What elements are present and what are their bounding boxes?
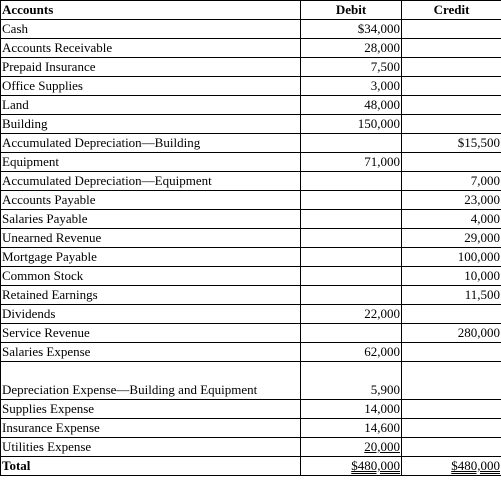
credit-amount: 11,500 [402, 286, 501, 305]
account-name: Accounts Payable [1, 191, 301, 210]
debit-amount [301, 210, 402, 229]
account-name: Insurance Expense [1, 419, 301, 438]
total-credit-amount: $480,000 [451, 458, 500, 473]
credit-amount [402, 400, 501, 419]
debit-amount [301, 229, 402, 248]
table-row [1, 115, 501, 134]
debit-amount: 62,000 [301, 343, 402, 362]
debit-amount [301, 191, 402, 210]
table-row [1, 305, 501, 324]
debit-amount-underlined: 20,000 [364, 439, 400, 454]
account-name: Dividends [1, 305, 301, 324]
debit-amount [301, 324, 402, 343]
table-row [1, 134, 501, 153]
table-row [1, 267, 501, 286]
account-name: Accumulated Depreciation—Building [1, 134, 301, 153]
debit-amount: 5,900 [301, 362, 402, 400]
credit-amount: 23,000 [402, 191, 501, 210]
table-row [1, 324, 501, 343]
total-debit [301, 457, 402, 476]
credit-header: Credit [402, 1, 501, 20]
credit-amount [402, 362, 501, 400]
accounts-header: Accounts [1, 1, 301, 20]
table-row [1, 229, 501, 248]
table-row [1, 286, 501, 305]
table-row [1, 153, 501, 172]
table-row [1, 58, 501, 77]
debit-amount [301, 134, 402, 153]
account-name: Utilities Expense [1, 438, 301, 457]
account-name: Retained Earnings [1, 286, 301, 305]
total-row [1, 457, 501, 476]
credit-amount [402, 58, 501, 77]
credit-amount [402, 20, 501, 39]
table-row [1, 343, 501, 362]
account-name: Cash [1, 20, 301, 39]
credit-amount: 4,000 [402, 210, 501, 229]
credit-amount [402, 96, 501, 115]
total-credit [402, 457, 501, 476]
credit-amount [402, 115, 501, 134]
credit-amount [402, 419, 501, 438]
account-name: Prepaid Insurance [1, 58, 301, 77]
credit-amount [402, 77, 501, 96]
table-row [1, 172, 501, 191]
debit-amount: 7,500 [301, 58, 402, 77]
credit-amount [402, 343, 501, 362]
table-row [1, 96, 501, 115]
account-name: Equipment [1, 153, 301, 172]
debit-amount: $34,000 [301, 20, 402, 39]
account-name: Service Revenue [1, 324, 301, 343]
table-row [1, 400, 501, 419]
account-name: Accumulated Depreciation—Equipment [1, 172, 301, 191]
total-label: Total [1, 457, 301, 476]
credit-amount [402, 305, 501, 324]
credit-amount: 10,000 [402, 267, 501, 286]
table-row [1, 248, 501, 267]
account-name: Building [1, 115, 301, 134]
debit-amount: 22,000 [301, 305, 402, 324]
table-row [1, 419, 501, 438]
total-debit-amount: $480,000 [351, 458, 400, 473]
credit-amount: 100,000 [402, 248, 501, 267]
account-name: Common Stock [1, 267, 301, 286]
credit-amount: $15,500 [402, 134, 501, 153]
debit-amount [301, 267, 402, 286]
credit-amount: 7,000 [402, 172, 501, 191]
credit-amount: 280,000 [402, 324, 501, 343]
debit-amount: 150,000 [301, 115, 402, 134]
account-name: Depreciation Expense—Building and Equipment [1, 362, 301, 400]
debit-amount: 3,000 [301, 77, 402, 96]
table-row [1, 210, 501, 229]
debit-amount: 48,000 [301, 96, 402, 115]
table-row [1, 438, 501, 457]
debit-header: Debit [301, 1, 402, 20]
account-name: Accounts Receivable [1, 39, 301, 58]
credit-amount [402, 438, 501, 457]
account-name: Office Supplies [1, 77, 301, 96]
credit-amount [402, 153, 501, 172]
table-row [1, 20, 501, 39]
account-name: Land [1, 96, 301, 115]
account-name: Mortgage Payable [1, 248, 301, 267]
debit-amount: 14,600 [301, 419, 402, 438]
table-row [1, 362, 501, 400]
credit-amount: 29,000 [402, 229, 501, 248]
debit-amount: 28,000 [301, 39, 402, 58]
debit-amount [301, 172, 402, 191]
credit-amount [402, 39, 501, 58]
table-row [1, 39, 501, 58]
debit-amount [301, 248, 402, 267]
debit-amount [301, 438, 402, 457]
account-name: Salaries Expense [1, 343, 301, 362]
account-name: Supplies Expense [1, 400, 301, 419]
debit-amount [301, 286, 402, 305]
header-row [1, 1, 501, 20]
debit-amount: 14,000 [301, 400, 402, 419]
account-name: Salaries Payable [1, 210, 301, 229]
debit-amount: 71,000 [301, 153, 402, 172]
table-row [1, 191, 501, 210]
table-row [1, 77, 501, 96]
account-name: Unearned Revenue [1, 229, 301, 248]
